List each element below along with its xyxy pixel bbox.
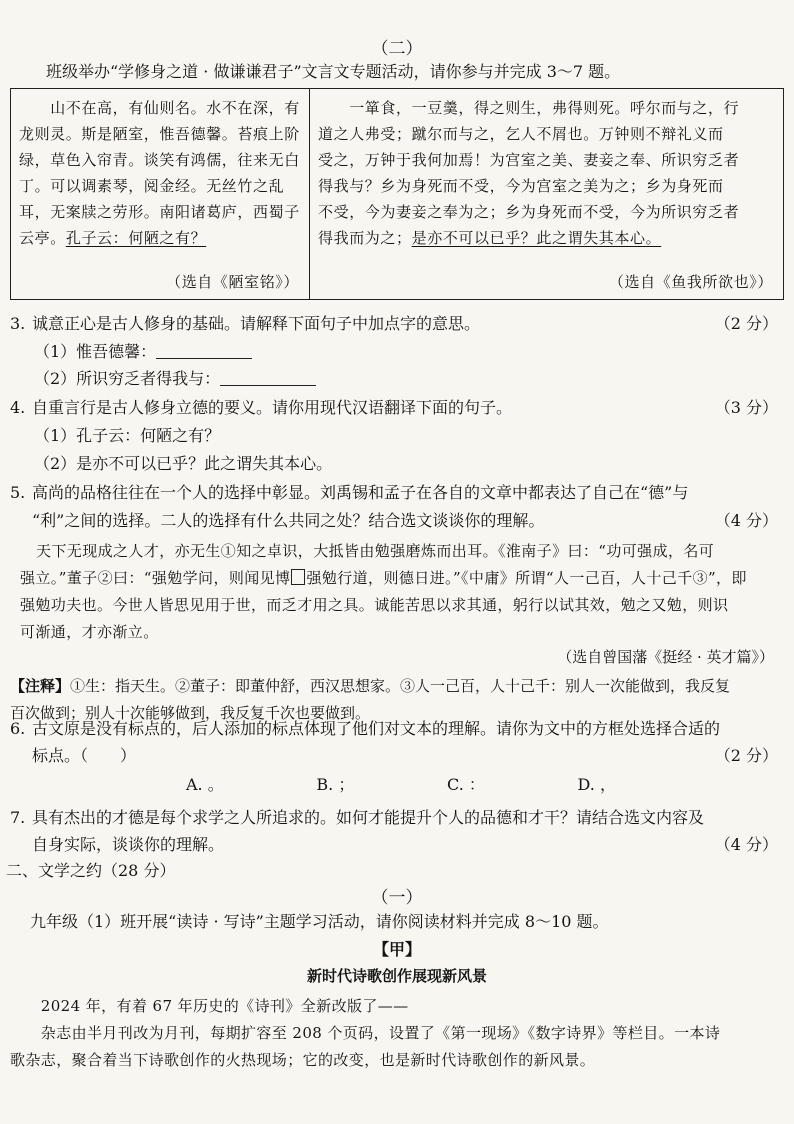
question-5-cont bbox=[32, 508, 778, 534]
question-score: （4 分） bbox=[714, 835, 778, 854]
q4-sub-1: （1）孔子云：何陋之有？ bbox=[34, 426, 221, 445]
passage-line: 山不在高，有仙则名。水不在深，有 bbox=[19, 99, 300, 117]
punctuation-box bbox=[291, 569, 305, 585]
question-text: 古文原是没有标点的，后人添加的标点体现了他们对文本的理解。请你为文中的方框处选择合适的 bbox=[32, 719, 721, 738]
passage-source: （选自《鱼我所欲也》） bbox=[608, 273, 773, 291]
passage-lou-shi-ming bbox=[11, 89, 310, 299]
question-text: 标点。（ ） bbox=[32, 746, 137, 765]
passage-line: 丁。可以调素琴，阅金经。无丝竹之乱 bbox=[19, 177, 285, 195]
question-6-cont bbox=[32, 743, 778, 769]
question-text: 高尚的品格往往在一个人的选择中彰显。刘禹锡和孟子在各自的文章中都表达了自己在“德”与 bbox=[32, 483, 689, 502]
question-5 bbox=[10, 480, 778, 506]
annotation-text: 百次做到；别人十次能够做到，我反复千次也要做到。 bbox=[10, 704, 371, 722]
question-score: （3 分） bbox=[714, 398, 778, 417]
question-text: 自身实际，谈谈你的理解。 bbox=[32, 835, 225, 854]
question-3 bbox=[10, 311, 778, 337]
passage-text: 强立。”董子②曰：“强勉学问，则闻见博 bbox=[20, 569, 291, 587]
article-line: 杂志由半月刊改为月刊，每期扩容至 208 个页码，设置了《第一现场》《数字诗界》等栏目。一本诗 bbox=[10, 1024, 721, 1042]
underlined-sentence: 孔子云：何陋之有？ bbox=[65, 229, 207, 247]
passage-source: （选自《陋室铭》） bbox=[166, 273, 299, 291]
question-6 bbox=[10, 716, 778, 742]
passage-text: 强勉行道，则德日进。”《中庸》所谓“人一己百，人十己千③”，即 bbox=[306, 569, 747, 587]
sub-question-text: （1）惟吾德馨： bbox=[34, 342, 157, 361]
passage-line: 云亭。 bbox=[19, 229, 66, 247]
activity-intro-2: 九年级（1）班开展“读诗 · 写诗”主题学习活动，请你阅读材料并完成 8～10 题。 bbox=[30, 912, 609, 931]
article-line: 歌杂志，聚合着当下诗歌创作的火热现场；它的改变，也是新时代诗歌创作的新风景。 bbox=[10, 1051, 596, 1069]
activity-intro: 班级举办“学修身之道 · 做谦谦君子”文言文专题活动，请你参与并完成 3～7 题。 bbox=[46, 62, 621, 81]
q3-sub-2 bbox=[34, 367, 316, 391]
passage-line: 绿，草色入帘青。谈笑有鸿儒，往来无白 bbox=[19, 151, 300, 169]
question-score: （2 分） bbox=[714, 746, 778, 765]
question-number: 6. bbox=[10, 719, 26, 738]
passage-table bbox=[10, 88, 784, 300]
question-score: （2 分） bbox=[714, 314, 778, 333]
q3-sub-1 bbox=[34, 340, 252, 364]
passage-line: 得我而为之； bbox=[318, 229, 412, 247]
question-number: 7. bbox=[10, 808, 26, 827]
passage-line: 不受，今为妻妾之奉为之；乡为身死而不受，今为所识穷乏者 bbox=[318, 203, 740, 221]
passage-source: （选自曾国藩《挺经 · 英才篇》） bbox=[557, 648, 774, 666]
passage-line: 受之，万钟于我何加焉！为宫室之美、妻妾之奉、所识穷乏者 bbox=[318, 151, 740, 169]
q4-sub-2: （2）是亦不可以已乎？此之谓失其本心。 bbox=[34, 454, 333, 473]
question-text: 诚意正心是古人修身的基础。请解释下面句子中加点字的意思。 bbox=[32, 314, 481, 333]
passage-line: 天下无现成之人才，亦无生①知之卓识，大抵皆由勉强磨炼而出耳。《淮南子》曰：“功可强成，名可 bbox=[36, 542, 715, 560]
question-text: “利”之间的选择。二人的选择有什么共同之处？结合选文谈谈你的理解。 bbox=[32, 511, 545, 530]
answer-blank[interactable] bbox=[156, 342, 252, 359]
passage-line: 可渐通，才亦渐立。 bbox=[20, 623, 159, 641]
option-c[interactable]: C. ： bbox=[447, 775, 485, 794]
passage-line: 道之人弗受；蹴尔而与之，乞人不屑也。万钟则不辩礼义而 bbox=[318, 125, 724, 143]
question-text: 自重言行是古人修身立德的要义。请你用现代汉语翻译下面的句子。 bbox=[32, 398, 513, 417]
sub-question-text: （2）所识穷乏者得我与： bbox=[34, 369, 221, 388]
passage-yu-wo-suo-yu bbox=[310, 89, 783, 299]
section-two-heading: （二） bbox=[371, 39, 423, 59]
option-b[interactable]: B. ； bbox=[316, 775, 355, 794]
annotation-label: 【注释】 bbox=[10, 677, 71, 695]
question-4 bbox=[10, 395, 778, 421]
part-two-heading: 二、文学之约（28 分） bbox=[6, 861, 176, 880]
question-number: 5. bbox=[10, 483, 26, 502]
passage-line: 龙则灵。斯是陋室，惟吾德馨。苔痕上阶 bbox=[19, 125, 300, 143]
question-7 bbox=[10, 805, 778, 831]
underlined-sentence: 是亦不可以已乎？此之谓失其本心。 bbox=[411, 229, 662, 247]
passage-line: 耳，无案牍之劳形。南阳诸葛庐，西蜀子 bbox=[19, 203, 300, 221]
annotation-text: ①生：指天生。②董子：即董仲舒，西汉思想家。③人一己百，人十己千：别人一次能做到，我反复 bbox=[70, 677, 731, 695]
passage-line-with-box bbox=[20, 565, 778, 592]
article-title: 新时代诗歌创作展现新风景 bbox=[306, 967, 487, 985]
sub-one-heading: （一） bbox=[371, 888, 423, 908]
passage-line: 强勉功夫也。今世人皆思见用于世，而乏才用之具。诚能苦思以求其通，躬行以试其效，勉之又勉，则识 bbox=[20, 596, 729, 614]
article-body bbox=[10, 993, 778, 1074]
question-7-cont bbox=[32, 832, 778, 858]
question-number: 3. bbox=[10, 314, 26, 333]
question-number: 4. bbox=[10, 398, 26, 417]
q6-options bbox=[186, 772, 616, 798]
question-text: 具有杰出的才德是每个求学之人所追求的。如何才能提升个人的品德和才干？请结合选文内容及 bbox=[32, 808, 705, 827]
option-d[interactable]: D. ， bbox=[577, 775, 616, 794]
passage-ting-jing bbox=[20, 538, 778, 646]
passage-line: 得我与？乡为身死而不受，今为宫室之美为之；乡为身死而 bbox=[318, 177, 724, 195]
question-score: （4 分） bbox=[714, 511, 778, 530]
option-a[interactable]: A. 。 bbox=[186, 775, 224, 794]
material-label: 【甲】 bbox=[372, 940, 421, 959]
passage-line: 一箪食，一豆羹，得之则生，弗得则死。呼尔而与之，行 bbox=[318, 99, 740, 117]
answer-blank[interactable] bbox=[220, 369, 316, 386]
article-line: 2024 年，有着 67 年历史的《诗刊》全新改版了—— bbox=[10, 997, 409, 1015]
